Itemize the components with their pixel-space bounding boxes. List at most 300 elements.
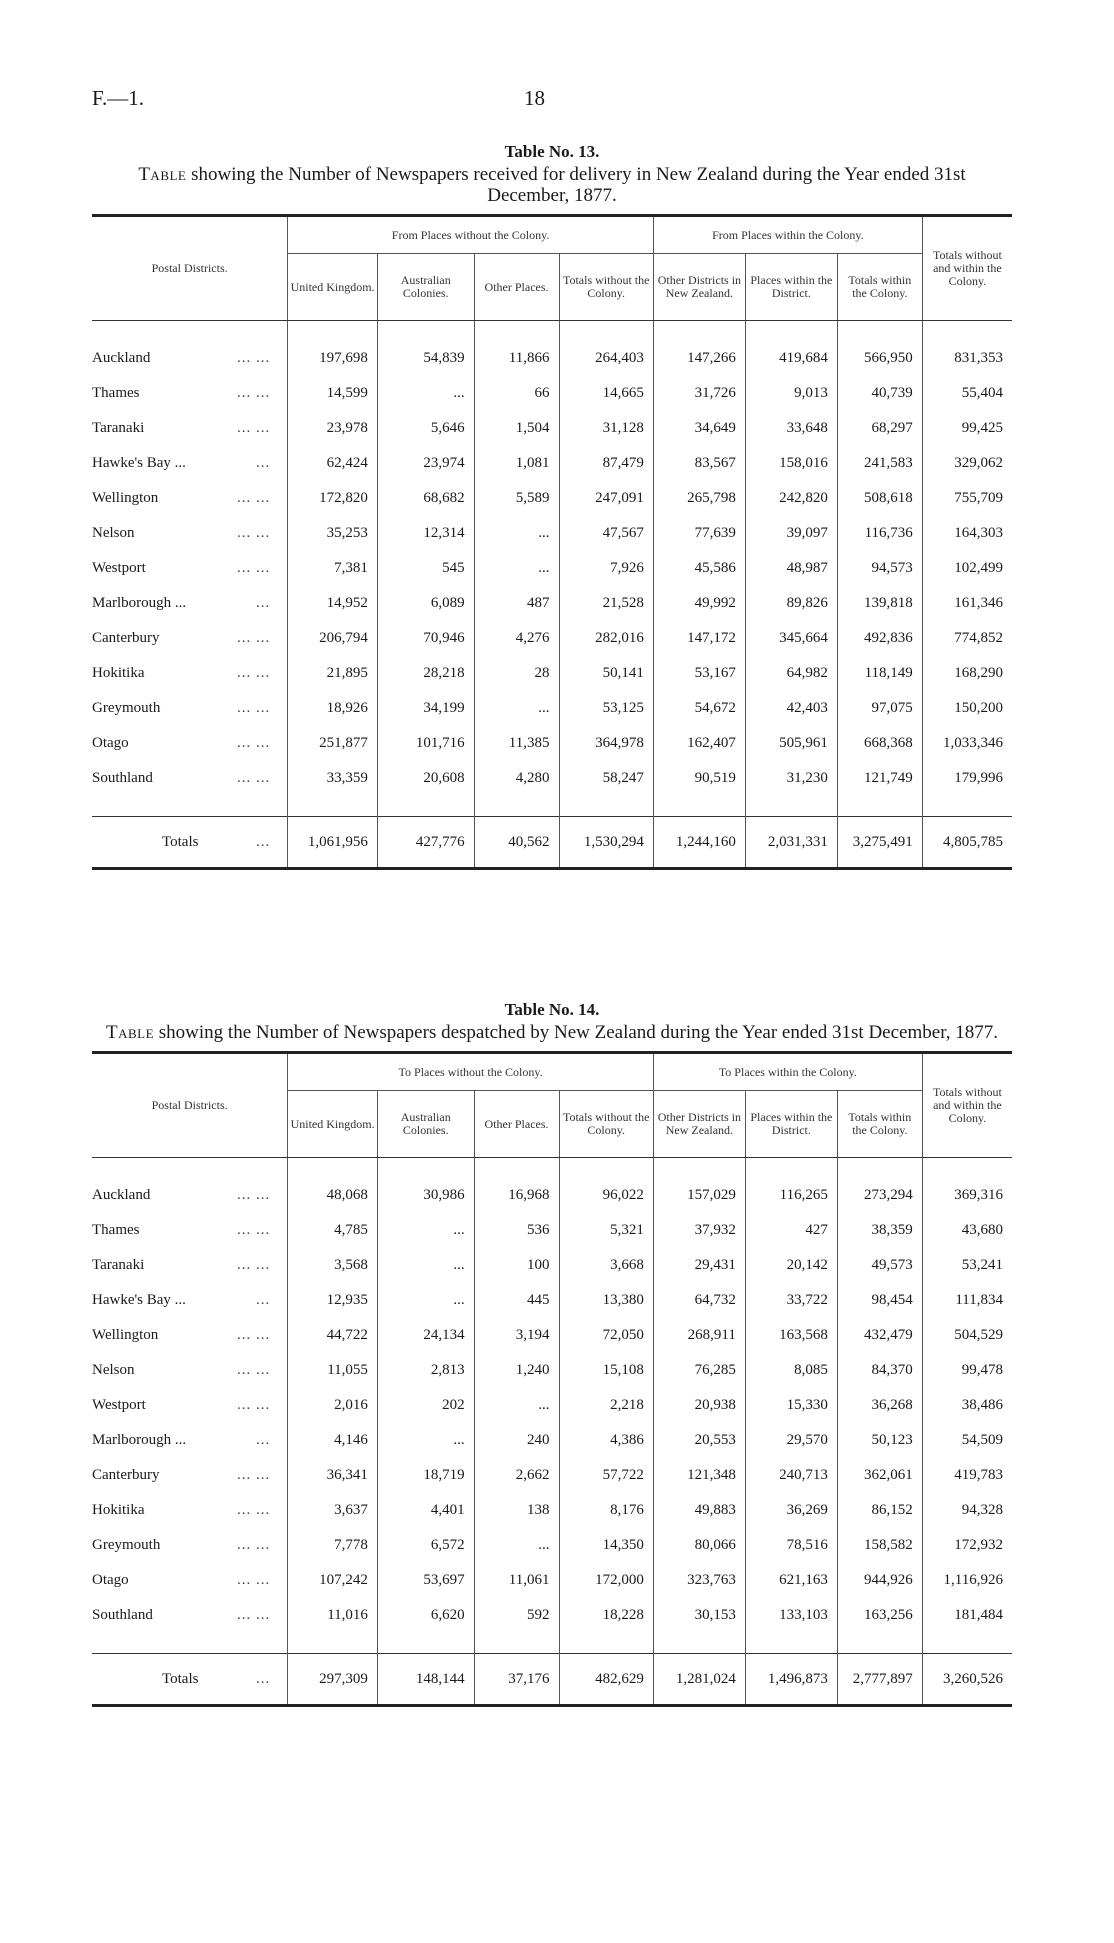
table-cell: 6,620 bbox=[377, 1598, 474, 1633]
district-label: Taranaki bbox=[92, 1257, 145, 1273]
spacer-cell bbox=[837, 796, 922, 817]
spacer-cell bbox=[922, 1158, 1012, 1179]
table-cell: 831,353 bbox=[922, 341, 1012, 376]
header-totals-within: Totals within the Colony. bbox=[837, 1091, 922, 1158]
table-cell: 18,926 bbox=[288, 691, 378, 726]
header-group-within-colony: From Places within the Colony. bbox=[653, 216, 922, 254]
table-cell: 242,820 bbox=[745, 481, 837, 516]
table-row bbox=[92, 446, 1012, 481]
table-cell: 66 bbox=[474, 376, 559, 411]
table-cell: 13,380 bbox=[559, 1283, 653, 1318]
table-cell: 68,297 bbox=[837, 411, 922, 446]
table-cell: 99,478 bbox=[922, 1353, 1012, 1388]
table-cell: 97,075 bbox=[837, 691, 922, 726]
table-13-title: Table No. 13. bbox=[504, 142, 600, 161]
table-cell: ... bbox=[474, 516, 559, 551]
district-name bbox=[92, 1213, 288, 1248]
header-totals-without: Totals without the Colony. bbox=[559, 1091, 653, 1158]
table-cell: 77,639 bbox=[653, 516, 745, 551]
table-cell: 33,648 bbox=[745, 411, 837, 446]
spacer-cell bbox=[559, 796, 653, 817]
table-cell: 11,016 bbox=[288, 1598, 378, 1633]
table-cell: 4,401 bbox=[377, 1493, 474, 1528]
district-label: Hokitika bbox=[92, 665, 145, 681]
district-name bbox=[92, 1388, 288, 1423]
table-cell: ... bbox=[377, 1283, 474, 1318]
totals-row bbox=[92, 817, 1012, 869]
table-cell: 133,103 bbox=[745, 1598, 837, 1633]
spacer-cell bbox=[474, 321, 559, 342]
totals-label-text: Totals bbox=[162, 833, 199, 850]
district-label: Canterbury bbox=[92, 630, 160, 646]
table-cell: 40,739 bbox=[837, 376, 922, 411]
table-cell: 251,877 bbox=[288, 726, 378, 761]
leader-dots: ... ... bbox=[237, 1467, 271, 1483]
table-cell: 116,265 bbox=[745, 1178, 837, 1213]
district-label: Nelson bbox=[92, 525, 135, 541]
table-cell: 118,149 bbox=[837, 656, 922, 691]
table-cell: 2,662 bbox=[474, 1458, 559, 1493]
district-name bbox=[92, 1283, 288, 1318]
table-cell: 80,066 bbox=[653, 1528, 745, 1563]
table-cell: 48,987 bbox=[745, 551, 837, 586]
table-cell: 5,321 bbox=[559, 1213, 653, 1248]
table-cell: 427 bbox=[745, 1213, 837, 1248]
table-cell: 419,783 bbox=[922, 1458, 1012, 1493]
totals-cell: 1,281,024 bbox=[653, 1654, 745, 1706]
spacer-row bbox=[92, 321, 1012, 342]
leader-dots: ... ... bbox=[237, 1607, 271, 1623]
caption-lead: Table bbox=[105, 1022, 155, 1043]
table-cell: 28,218 bbox=[377, 656, 474, 691]
table-cell: 44,722 bbox=[288, 1318, 378, 1353]
table-cell: 150,200 bbox=[922, 691, 1012, 726]
table-cell: ... bbox=[474, 1528, 559, 1563]
district-label: Thames bbox=[92, 1222, 140, 1238]
spacer-cell bbox=[653, 321, 745, 342]
table-cell: 1,240 bbox=[474, 1353, 559, 1388]
table-cell: 15,108 bbox=[559, 1353, 653, 1388]
leader-dots: ... ... bbox=[237, 735, 271, 751]
table-cell: 94,328 bbox=[922, 1493, 1012, 1528]
table-row bbox=[92, 516, 1012, 551]
table-cell: 68,682 bbox=[377, 481, 474, 516]
district-name bbox=[92, 1178, 288, 1213]
table-13-caption bbox=[102, 164, 1002, 206]
table-cell: 20,553 bbox=[653, 1423, 745, 1458]
table-13 bbox=[92, 214, 1012, 870]
table-13-block bbox=[92, 142, 1012, 870]
table-cell: 162,407 bbox=[653, 726, 745, 761]
table-cell: 247,091 bbox=[559, 481, 653, 516]
spacer-cell bbox=[653, 1633, 745, 1654]
table-cell: 157,029 bbox=[653, 1178, 745, 1213]
table-cell: 90,519 bbox=[653, 761, 745, 796]
table-cell: 1,081 bbox=[474, 446, 559, 481]
district-name bbox=[92, 481, 288, 516]
district-name bbox=[92, 1563, 288, 1598]
totals-cell: 3,275,491 bbox=[837, 817, 922, 869]
table-cell: 37,932 bbox=[653, 1213, 745, 1248]
table-cell: 11,866 bbox=[474, 341, 559, 376]
page-reference: F.—1. bbox=[92, 86, 144, 110]
leader-dots: ... ... bbox=[237, 1187, 271, 1203]
table-cell: 54,509 bbox=[922, 1423, 1012, 1458]
leader-dots: ... ... bbox=[237, 1397, 271, 1413]
table-cell: 20,608 bbox=[377, 761, 474, 796]
totals-row bbox=[92, 1654, 1012, 1706]
table-cell: 2,218 bbox=[559, 1388, 653, 1423]
leader-dots: ... ... bbox=[237, 665, 271, 681]
leader-dots: ... bbox=[256, 455, 271, 471]
table-cell: 99,425 bbox=[922, 411, 1012, 446]
table-cell: 345,664 bbox=[745, 621, 837, 656]
table-cell: 64,982 bbox=[745, 656, 837, 691]
table-cell: 4,146 bbox=[288, 1423, 378, 1458]
table-row bbox=[92, 376, 1012, 411]
table-cell: 11,385 bbox=[474, 726, 559, 761]
table-cell: 102,499 bbox=[922, 551, 1012, 586]
table-cell: ... bbox=[474, 691, 559, 726]
table-cell: 6,089 bbox=[377, 586, 474, 621]
spacer-cell bbox=[288, 1158, 378, 1179]
table-cell: 33,722 bbox=[745, 1283, 837, 1318]
header-australian-colonies: Australian Colonies. bbox=[377, 254, 474, 321]
table-14-body bbox=[92, 1158, 1012, 1706]
table-cell: 282,016 bbox=[559, 621, 653, 656]
spacer-cell bbox=[745, 796, 837, 817]
spacer-cell bbox=[92, 1633, 288, 1654]
table-cell: 364,978 bbox=[559, 726, 653, 761]
table-cell: 1,033,346 bbox=[922, 726, 1012, 761]
district-label: Hawke's Bay ... bbox=[92, 1292, 186, 1308]
table-cell: 35,253 bbox=[288, 516, 378, 551]
table-cell: 8,176 bbox=[559, 1493, 653, 1528]
district-name bbox=[92, 1598, 288, 1633]
table-cell: 33,359 bbox=[288, 761, 378, 796]
table-row bbox=[92, 1283, 1012, 1318]
table-cell: 48,068 bbox=[288, 1178, 378, 1213]
district-label: Thames bbox=[92, 385, 140, 401]
table-row bbox=[92, 656, 1012, 691]
table-row bbox=[92, 1388, 1012, 1423]
table-cell: 89,826 bbox=[745, 586, 837, 621]
spacer-cell bbox=[559, 1158, 653, 1179]
district-name bbox=[92, 1248, 288, 1283]
table-cell: 64,732 bbox=[653, 1283, 745, 1318]
table-cell: 14,350 bbox=[559, 1528, 653, 1563]
totals-cell: 1,530,294 bbox=[559, 817, 653, 869]
district-label: Greymouth bbox=[92, 1537, 161, 1553]
header-group-within-colony: To Places within the Colony. bbox=[653, 1053, 922, 1091]
table-cell: 9,013 bbox=[745, 376, 837, 411]
district-name bbox=[92, 621, 288, 656]
table-cell: 240 bbox=[474, 1423, 559, 1458]
table-cell: 369,316 bbox=[922, 1178, 1012, 1213]
table-cell: 202 bbox=[377, 1388, 474, 1423]
table-cell: 8,085 bbox=[745, 1353, 837, 1388]
table-cell: 197,698 bbox=[288, 341, 378, 376]
totals-cell: 148,144 bbox=[377, 1654, 474, 1706]
table-row bbox=[92, 1353, 1012, 1388]
table-cell: 161,346 bbox=[922, 586, 1012, 621]
totals-cell: 37,176 bbox=[474, 1654, 559, 1706]
leader-dots: ... ... bbox=[237, 420, 271, 436]
table-cell: 487 bbox=[474, 586, 559, 621]
table-13-body bbox=[92, 321, 1012, 869]
table-cell: 34,649 bbox=[653, 411, 745, 446]
spacer-cell bbox=[92, 321, 288, 342]
leader-dots: ... ... bbox=[237, 1537, 271, 1553]
totals-cell: 2,031,331 bbox=[745, 817, 837, 869]
table-cell: ... bbox=[377, 1248, 474, 1283]
district-name bbox=[92, 551, 288, 586]
table-cell: 83,567 bbox=[653, 446, 745, 481]
table-cell: 18,719 bbox=[377, 1458, 474, 1493]
spacer-cell bbox=[653, 1158, 745, 1179]
table-row bbox=[92, 1318, 1012, 1353]
spacer-cell bbox=[559, 321, 653, 342]
header-group-without-colony: To Places without the Colony. bbox=[288, 1053, 654, 1091]
district-label: Nelson bbox=[92, 1362, 135, 1378]
table-cell: 53,125 bbox=[559, 691, 653, 726]
spacer-cell bbox=[559, 1633, 653, 1654]
table-cell: 38,359 bbox=[837, 1213, 922, 1248]
table-cell: 172,932 bbox=[922, 1528, 1012, 1563]
totals-cell: 1,061,956 bbox=[288, 817, 378, 869]
table-cell: 181,484 bbox=[922, 1598, 1012, 1633]
totals-cell: 3,260,526 bbox=[922, 1654, 1012, 1706]
table-cell: 138 bbox=[474, 1493, 559, 1528]
table-cell: 31,726 bbox=[653, 376, 745, 411]
table-cell: 7,778 bbox=[288, 1528, 378, 1563]
table-cell: 86,152 bbox=[837, 1493, 922, 1528]
table-cell: 24,134 bbox=[377, 1318, 474, 1353]
table-cell: 20,142 bbox=[745, 1248, 837, 1283]
table-cell: 621,163 bbox=[745, 1563, 837, 1598]
table-cell: 158,582 bbox=[837, 1528, 922, 1563]
leader-dots: ... ... bbox=[237, 1257, 271, 1273]
district-label: Marlborough ... bbox=[92, 595, 187, 611]
header-postal-districts: Postal Districts. bbox=[92, 216, 288, 321]
table-14-block bbox=[92, 1000, 1012, 1707]
page-header bbox=[92, 86, 1012, 116]
spacer-cell bbox=[474, 1633, 559, 1654]
table-cell: 96,022 bbox=[559, 1178, 653, 1213]
table-cell: 121,749 bbox=[837, 761, 922, 796]
table-cell: 268,911 bbox=[653, 1318, 745, 1353]
table-cell: 944,926 bbox=[837, 1563, 922, 1598]
table-cell: 54,839 bbox=[377, 341, 474, 376]
district-name bbox=[92, 341, 288, 376]
table-cell: 38,486 bbox=[922, 1388, 1012, 1423]
table-cell: 49,992 bbox=[653, 586, 745, 621]
header-australian-colonies: Australian Colonies. bbox=[377, 1091, 474, 1158]
district-label: Auckland bbox=[92, 1187, 151, 1203]
district-label: Marlborough ... bbox=[92, 1432, 187, 1448]
table-cell: 23,978 bbox=[288, 411, 378, 446]
leader-dots: ... ... bbox=[237, 1572, 271, 1588]
table-cell: 492,836 bbox=[837, 621, 922, 656]
leader-dots: ... ... bbox=[237, 490, 271, 506]
table-cell: 55,404 bbox=[922, 376, 1012, 411]
table-cell: 36,269 bbox=[745, 1493, 837, 1528]
leader-dots: ... ... bbox=[237, 560, 271, 576]
caption-text: showing the Number of Newspapers received for delivery in New Zealand during the Year ended 31st December, 1877. bbox=[186, 164, 966, 206]
spacer-row bbox=[92, 1158, 1012, 1179]
table-cell: 163,256 bbox=[837, 1598, 922, 1633]
district-label: Westport bbox=[92, 560, 146, 576]
table-cell: 43,680 bbox=[922, 1213, 1012, 1248]
leader-dots: ... bbox=[256, 595, 271, 611]
totals-cell: 1,244,160 bbox=[653, 817, 745, 869]
table-cell: 78,516 bbox=[745, 1528, 837, 1563]
table-cell: 50,141 bbox=[559, 656, 653, 691]
table-cell: 12,314 bbox=[377, 516, 474, 551]
district-name bbox=[92, 726, 288, 761]
header-places-within-district: Places within the District. bbox=[745, 254, 837, 321]
table-cell: 147,172 bbox=[653, 621, 745, 656]
table-cell: 3,637 bbox=[288, 1493, 378, 1528]
table-cell: 76,285 bbox=[653, 1353, 745, 1388]
table-row bbox=[92, 341, 1012, 376]
table-14 bbox=[92, 1051, 1012, 1707]
table-cell: 505,961 bbox=[745, 726, 837, 761]
header-places-within-district: Places within the District. bbox=[745, 1091, 837, 1158]
spacer-cell bbox=[837, 1633, 922, 1654]
district-name bbox=[92, 1318, 288, 1353]
district-label: Otago bbox=[92, 735, 129, 751]
district-label: Hawke's Bay ... bbox=[92, 455, 186, 471]
table-cell: 101,716 bbox=[377, 726, 474, 761]
table-cell: 264,403 bbox=[559, 341, 653, 376]
spacer-cell bbox=[922, 796, 1012, 817]
spacer-cell bbox=[92, 796, 288, 817]
header-other-districts-nz: Other Districts in New Zealand. bbox=[653, 1091, 745, 1158]
table-cell: 4,280 bbox=[474, 761, 559, 796]
leader-dots: ... ... bbox=[237, 350, 271, 366]
totals-label-text: Totals bbox=[162, 1670, 199, 1687]
table-cell: 98,454 bbox=[837, 1283, 922, 1318]
header-group-without-colony: From Places without the Colony. bbox=[288, 216, 654, 254]
district-name bbox=[92, 761, 288, 796]
table-row bbox=[92, 551, 1012, 586]
table-cell: 18,228 bbox=[559, 1598, 653, 1633]
spacer-cell bbox=[288, 1633, 378, 1654]
spacer-cell bbox=[474, 796, 559, 817]
table-cell: 58,247 bbox=[559, 761, 653, 796]
table-cell: 7,381 bbox=[288, 551, 378, 586]
header-totals-within: Totals within the Colony. bbox=[837, 254, 922, 321]
leader-dots: ... ... bbox=[237, 700, 271, 716]
table-cell: ... bbox=[377, 1213, 474, 1248]
district-label: Wellington bbox=[92, 1327, 159, 1343]
table-row bbox=[92, 481, 1012, 516]
district-label: Wellington bbox=[92, 490, 159, 506]
table-row bbox=[92, 1458, 1012, 1493]
district-name bbox=[92, 656, 288, 691]
table-cell: 45,586 bbox=[653, 551, 745, 586]
table-cell: 53,241 bbox=[922, 1248, 1012, 1283]
spacer-cell bbox=[474, 1158, 559, 1179]
table-cell: 30,986 bbox=[377, 1178, 474, 1213]
leader-dots: ... ... bbox=[237, 1362, 271, 1378]
district-label: Hokitika bbox=[92, 1502, 145, 1518]
table-cell: 164,303 bbox=[922, 516, 1012, 551]
table-cell: 20,938 bbox=[653, 1388, 745, 1423]
table-row bbox=[92, 1598, 1012, 1633]
district-name bbox=[92, 1493, 288, 1528]
table-cell: 36,268 bbox=[837, 1388, 922, 1423]
district-name bbox=[92, 411, 288, 446]
totals-cell: 40,562 bbox=[474, 817, 559, 869]
table-cell: 57,722 bbox=[559, 1458, 653, 1493]
leader-dots: ... ... bbox=[237, 385, 271, 401]
table-cell: 774,852 bbox=[922, 621, 1012, 656]
table-cell: 84,370 bbox=[837, 1353, 922, 1388]
table-row bbox=[92, 1493, 1012, 1528]
spacer-cell bbox=[745, 321, 837, 342]
spacer-cell bbox=[377, 796, 474, 817]
table-cell: 70,946 bbox=[377, 621, 474, 656]
table-cell: 7,926 bbox=[559, 551, 653, 586]
table-cell: 49,573 bbox=[837, 1248, 922, 1283]
table-cell: 172,000 bbox=[559, 1563, 653, 1598]
leader-dots: ... ... bbox=[237, 770, 271, 786]
table-cell: 47,567 bbox=[559, 516, 653, 551]
table-cell: 273,294 bbox=[837, 1178, 922, 1213]
header-other-places: Other Places. bbox=[474, 254, 559, 321]
table-cell: 592 bbox=[474, 1598, 559, 1633]
table-cell: 240,713 bbox=[745, 1458, 837, 1493]
table-row bbox=[92, 1178, 1012, 1213]
table-cell: 158,016 bbox=[745, 446, 837, 481]
table-cell: 111,834 bbox=[922, 1283, 1012, 1318]
table-cell: 11,061 bbox=[474, 1563, 559, 1598]
table-cell: 755,709 bbox=[922, 481, 1012, 516]
leader-dots: ... ... bbox=[237, 1222, 271, 1238]
header-other-places: Other Places. bbox=[474, 1091, 559, 1158]
totals-cell: 2,777,897 bbox=[837, 1654, 922, 1706]
header-grand-totals: Totals without and within the Colony. bbox=[922, 216, 1012, 321]
table-row bbox=[92, 1528, 1012, 1563]
leader-dots: ... ... bbox=[237, 1502, 271, 1518]
totals-label bbox=[92, 1654, 288, 1706]
leader-dots: ... bbox=[256, 1292, 271, 1308]
table-cell: 2,813 bbox=[377, 1353, 474, 1388]
header-totals-without: Totals without the Colony. bbox=[559, 254, 653, 321]
table-cell: 5,646 bbox=[377, 411, 474, 446]
table-cell: 2,016 bbox=[288, 1388, 378, 1423]
table-cell: 139,818 bbox=[837, 586, 922, 621]
table-cell: 34,199 bbox=[377, 691, 474, 726]
district-name bbox=[92, 446, 288, 481]
district-label: Auckland bbox=[92, 350, 151, 366]
totals-cell: 427,776 bbox=[377, 817, 474, 869]
spacer-cell bbox=[653, 796, 745, 817]
header-grand-totals: Totals without and within the Colony. bbox=[922, 1053, 1012, 1158]
table-cell: 11,055 bbox=[288, 1353, 378, 1388]
spacer-cell bbox=[922, 321, 1012, 342]
table-cell: 4,276 bbox=[474, 621, 559, 656]
table-cell: 36,341 bbox=[288, 1458, 378, 1493]
district-label: Taranaki bbox=[92, 420, 145, 436]
table-cell: 172,820 bbox=[288, 481, 378, 516]
table-cell: 21,528 bbox=[559, 586, 653, 621]
table-cell: 3,568 bbox=[288, 1248, 378, 1283]
table-cell: ... bbox=[474, 551, 559, 586]
leader-dots: ... ... bbox=[237, 1327, 271, 1343]
